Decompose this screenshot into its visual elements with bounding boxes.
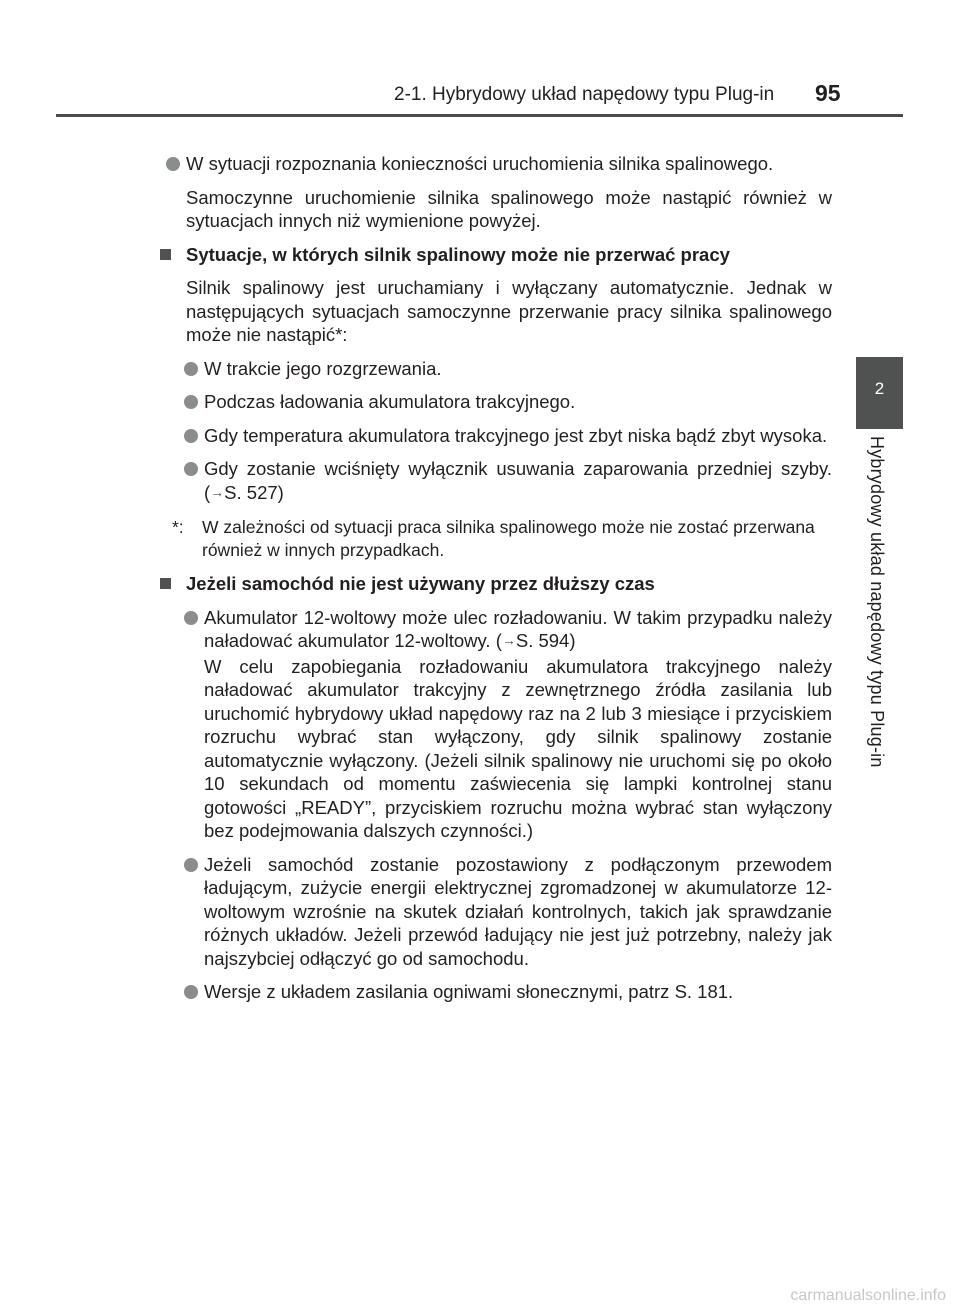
footnote	[152, 516, 832, 562]
chapter-tab-number: 2	[874, 379, 885, 398]
header-section-title: 2-1. Hybrydowy układ napędowy typu Plug-in	[394, 84, 775, 105]
bullet-dot-icon	[184, 985, 198, 999]
bullet-continuation: W celu zapobiegania rozładowaniu akumulatora trakcyjnego należy naładować akumulator trakcyjny z zewnętrznego źródła zasilania lub uruchomić hybrydowy układ napędowy raz na 2 lub 3 miesiące i przyciskiem rozruchu wybrać stan wyłączony, gdy silnik spalinowy zostanie automatycznie wyłączony. (Jeżeli silnik spalinowy nie uruchomi się po około 10 sekundach od momentu zaświecenia się lampki kontrolnej stanu gotowości „READY”, przyciskiem rozruchu można wybrać stan wyłączony bez podejmowania dalszych czynności.)	[204, 655, 832, 841]
arrow-right-icon: →	[210, 483, 225, 500]
page-number: 95	[815, 80, 841, 106]
bullet-item	[152, 152, 832, 176]
bullet-dot-icon	[184, 395, 198, 409]
bullet-text: W sytuacji rozpoznania konieczności uruchomienia silnika spalinowego.	[186, 153, 774, 174]
bullet-item	[152, 357, 832, 381]
bullet-item	[152, 980, 832, 1004]
arrow-right-icon: →	[501, 632, 516, 648]
bullet-text: Gdy temperatura akumulatora trakcyjnego jest zbyt niska bądź zbyt wysoka.	[204, 424, 828, 446]
bullet-text: W trakcie jego rozgrzewania.	[204, 357, 442, 379]
bullet-dot-icon	[184, 362, 198, 376]
footer-watermark: carmanualsonline.info	[790, 1287, 946, 1304]
section-heading	[152, 572, 832, 596]
header-rule	[56, 114, 903, 117]
section-heading	[152, 243, 832, 267]
chapter-side-label: Hybrydowy układ napędowy typu Plug-in	[867, 436, 887, 768]
bullet-dot-icon	[184, 611, 198, 625]
section-heading-text: Jeżeli samochód nie jest używany przez dłuższy czas	[186, 573, 655, 594]
chapter-side-label-container	[856, 430, 903, 930]
bullet-item	[152, 390, 832, 414]
square-bullet-icon	[160, 578, 171, 589]
section-heading-text: Sytuacje, w których silnik spalinowy może nie przerwać pracy	[186, 243, 730, 265]
paragraph: Silnik spalinowy jest uruchamiany i wyłączany automatycznie. Jednak w następujących sytuacjach samoczynne przerwanie pracy silnika spalinowego może nie nastąpić*:	[186, 277, 832, 345]
bullet-text: Jeżeli samochód zostanie pozostawiony z podłączonym przewodem ładującym, zużycie energii elektrycznej zgromadzonej w akumulatorze 12-woltowym wzrośnie na skutek działań kontrolnych, takich jak sprawdzanie różnych układów. Jeżeli przewód ładujący nie jest już potrzebny, należy jak najszybciej odłączyć go od samochodu.	[204, 853, 832, 969]
bullet-dot-icon	[184, 858, 198, 872]
page-reference: S. 527)	[224, 481, 284, 503]
bullet-item	[152, 606, 832, 843]
page-content	[152, 152, 832, 1014]
bullet-dot-icon	[184, 429, 198, 443]
paragraph: Samoczynne uruchomienie silnika spalinowego może nastąpić również w sytuacjach innych niż wymienione powyżej.	[186, 186, 832, 231]
bullet-item	[152, 424, 832, 448]
bullet-dot-icon	[166, 157, 180, 171]
page-reference: S. 594)	[515, 630, 576, 651]
bullet-text: Akumulator 12-woltowy może ulec rozładowaniu. W takim przypadku należy naładować akumulator 12-woltowy. (	[204, 606, 832, 651]
chapter-tab	[856, 357, 903, 429]
bullet-text: Podczas ładowania akumulatora trakcyjnego.	[204, 391, 576, 412]
footnote-mark: *:	[172, 517, 184, 537]
footnote-text: W zależności od sytuacji praca silnika spalinowego może nie zostać przerwana również w innych przypadkach.	[202, 517, 815, 560]
bullet-text: Gdy zostanie wciśnięty wyłącznik usuwania zaparowania przedniej szyby. (	[204, 458, 832, 503]
bullet-dot-icon	[184, 462, 198, 476]
bullet-item	[152, 853, 832, 971]
square-bullet-icon	[160, 249, 171, 260]
bullet-text: Wersje z układem zasilania ogniwami słonecznymi, patrz S. 181.	[204, 981, 734, 1002]
bullet-item	[152, 457, 832, 506]
